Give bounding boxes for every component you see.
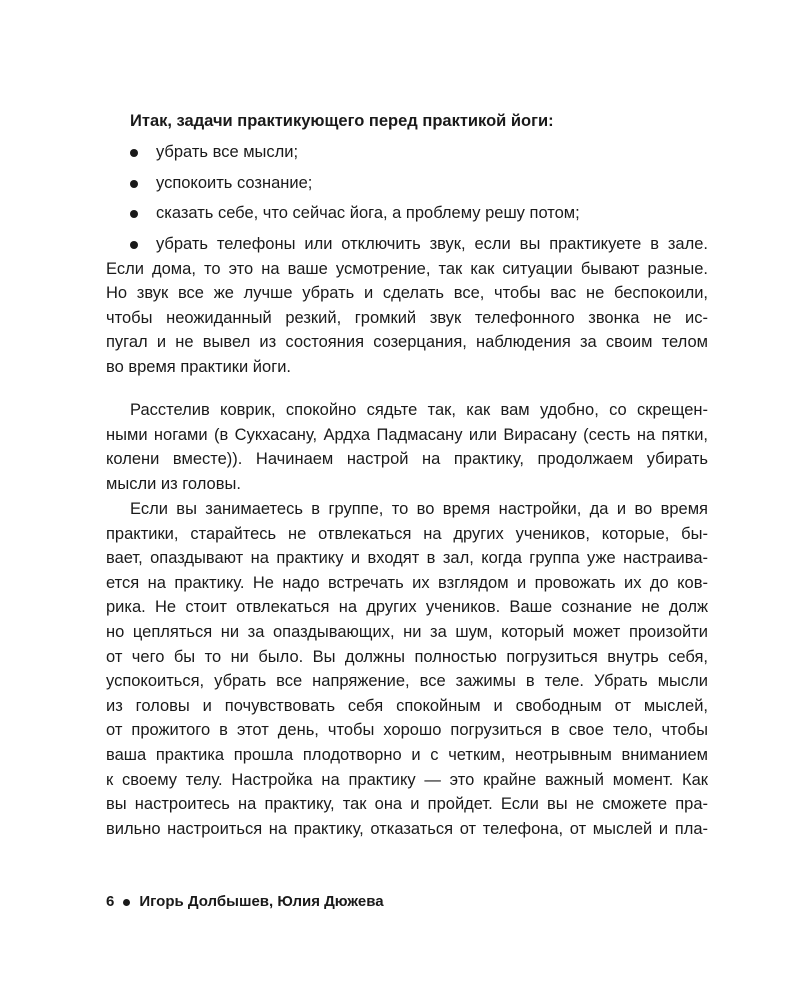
text-line: успокоиться, убрать все напряжение, все зажимы в теле. Убрать мысли: [106, 672, 708, 691]
list-item-first-line: [106, 232, 708, 257]
text-line: от чего бы то ни было. Вы должны полностью погрузиться внутрь себя,: [106, 647, 708, 666]
page-footer: [106, 891, 384, 913]
text-line: ется на практику. Не надо встречать их взглядом и провожать их до ков-: [106, 573, 708, 592]
list-item-text: успокоить сознание;: [156, 173, 313, 192]
text-line: Расстелив коврик, спокойно сядьте так, как вам удобно, со скрещен-: [130, 401, 708, 419]
text-line: колени вместе)). Начинаем настрой на практику, продолжаем убирать: [106, 450, 708, 469]
text-line: к своему телу. Настройка на практику — это крайне важный момент. Как: [106, 770, 708, 789]
text-line: вает, опаздывают на практику и входят в зал, когда группа уже настраива-: [106, 549, 708, 568]
text-line: Но звук все же лучше убрать и сделать все, чтобы вас не беспокоили,: [106, 284, 708, 303]
text-line: Если дома, то это на ваше усмотрение, так как ситуации бывают разные.: [106, 259, 708, 278]
text-line: ваша практика прошла плодотворно и с четким, неотрывным вниманием: [106, 745, 708, 764]
text-line: ными ногами (в Сукхасану, Ардха Падмасану или Вирасану (сесть на пятки,: [106, 425, 708, 444]
paragraph-group: [106, 497, 708, 841]
list-item: [106, 171, 708, 202]
text-line: от прожитого в этот день, чтобы хорошо погрузиться в свое тело, чтобы: [106, 721, 708, 740]
text-line: пугал и не вывел из состояния созерцания, наблюдения за своим телом: [106, 333, 708, 352]
task-list: [106, 140, 708, 232]
text-line: вы настроитесь на практику, так она и пройдет. Если вы не сможете пра-: [106, 795, 708, 814]
text-line: мысли из головы.: [106, 474, 241, 493]
bullet-icon: [130, 210, 138, 218]
bullet-icon: [130, 149, 138, 157]
section-heading: Итак, задачи практикующего перед практикой йоги:: [130, 112, 554, 130]
page-number: 6: [106, 893, 115, 910]
text-line: во время практики йоги.: [106, 357, 292, 376]
text-line: из головы и почувствовать себя спокойным и свободным от мыслей,: [106, 696, 708, 715]
text-line: практики, старайтесь не отвлекаться на других учеников, которые, бы-: [106, 524, 708, 543]
paragraph-mat: [106, 398, 708, 496]
text-line: Если вы занимаетесь в группе, то во время настройки, да и во время: [130, 500, 708, 518]
separator-dot-icon: [123, 899, 130, 906]
text-line: вильно настроиться на практику, отказаться от телефона, от мыслей и пла-: [106, 819, 708, 838]
list-item-text: убрать телефоны или отключить звук, если вы практикуете в зале.: [156, 235, 708, 253]
list-item: [106, 140, 708, 171]
text-line: но цепляться ни за опаздывающих, ни за шум, который может произойти: [106, 622, 708, 641]
bullet-icon: [130, 180, 138, 188]
list-item-text: сказать себе, что сейчас йога, а проблему решу потом;: [156, 204, 580, 223]
list-item-text: убрать все мысли;: [156, 143, 299, 161]
footer-authors: Игорь Долбышев, Юлия Дюжева: [139, 893, 384, 910]
bullet-icon: [130, 241, 138, 249]
list-item: [106, 201, 708, 232]
text-line: чтобы неожиданный резкий, громкий звук телефонного звонка не ис-: [106, 308, 708, 327]
list-item-phones: [106, 232, 708, 380]
text-line: рика. Не стоит отвлекаться на других учеников. Ваше сознание не долж: [106, 598, 708, 617]
